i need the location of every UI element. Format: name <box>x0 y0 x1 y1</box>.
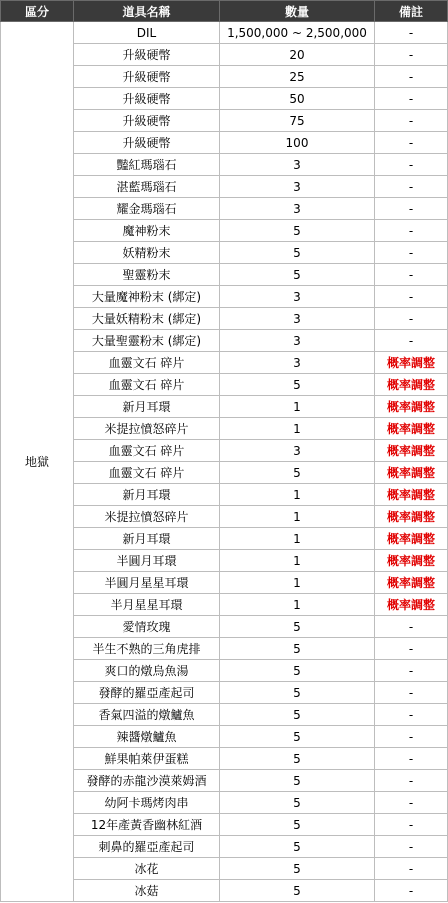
note-cell: - <box>375 132 448 154</box>
note-cell: 概率調整 <box>375 462 448 484</box>
note-cell: - <box>375 638 448 660</box>
quantity-cell: 1 <box>220 528 375 550</box>
note-cell: - <box>375 770 448 792</box>
quantity-cell: 3 <box>220 154 375 176</box>
item-name-cell: 新月耳環 <box>74 484 220 506</box>
note-cell: 概率調整 <box>375 374 448 396</box>
item-name-cell: 升級硬幣 <box>74 66 220 88</box>
note-cell: 概率調整 <box>375 352 448 374</box>
item-name-cell: 魔神粉末 <box>74 220 220 242</box>
quantity-cell: 5 <box>220 660 375 682</box>
item-name-cell: 幼阿卡瑪烤肉串 <box>74 792 220 814</box>
item-name-cell: 刺鼻的羅亞產起司 <box>74 836 220 858</box>
note-cell: - <box>375 44 448 66</box>
note-cell: - <box>375 330 448 352</box>
quantity-cell: 3 <box>220 308 375 330</box>
item-name-cell: 發酵的赤龍沙漠萊姆酒 <box>74 770 220 792</box>
note-cell: - <box>375 154 448 176</box>
item-name-cell: 妖精粉末 <box>74 242 220 264</box>
quantity-cell: 1 <box>220 572 375 594</box>
header-item-name: 道具名稱 <box>74 1 220 22</box>
item-name-cell: 12年產黃香幽林紅酒 <box>74 814 220 836</box>
quantity-cell: 5 <box>220 726 375 748</box>
note-cell: 概率調整 <box>375 572 448 594</box>
item-name-cell: 米提拉憤怒碎片 <box>74 418 220 440</box>
quantity-cell: 5 <box>220 814 375 836</box>
quantity-cell: 1 <box>220 506 375 528</box>
item-name-cell: 鮮果帕萊伊蛋糕 <box>74 748 220 770</box>
note-cell: - <box>375 682 448 704</box>
quantity-cell: 20 <box>220 44 375 66</box>
quantity-cell: 5 <box>220 836 375 858</box>
table-body <box>1 22 448 902</box>
quantity-cell: 5 <box>220 264 375 286</box>
item-name-cell: 大量魔神粉末 (綁定) <box>74 286 220 308</box>
item-name-cell: 愛情玫瑰 <box>74 616 220 638</box>
header-region: 區分 <box>1 1 74 22</box>
item-name-cell: 升級硬幣 <box>74 110 220 132</box>
item-name-cell: 香氣四溢的燉鱸魚 <box>74 704 220 726</box>
item-name-cell: 湛藍瑪瑙石 <box>74 176 220 198</box>
note-cell: - <box>375 308 448 330</box>
quantity-cell: 5 <box>220 682 375 704</box>
item-name-cell: 血靈文石 碎片 <box>74 462 220 484</box>
note-cell: - <box>375 880 448 902</box>
quantity-cell: 5 <box>220 220 375 242</box>
item-name-cell: 升級硬幣 <box>74 44 220 66</box>
note-cell: - <box>375 704 448 726</box>
note-cell: 概率調整 <box>375 594 448 616</box>
header-quantity: 數量 <box>220 1 375 22</box>
quantity-cell: 100 <box>220 132 375 154</box>
item-name-cell: 血靈文石 碎片 <box>74 374 220 396</box>
note-cell: 概率調整 <box>375 396 448 418</box>
item-name-cell: 大量妖精粉末 (綁定) <box>74 308 220 330</box>
item-name-cell: 新月耳環 <box>74 528 220 550</box>
note-cell: - <box>375 660 448 682</box>
note-cell: - <box>375 814 448 836</box>
quantity-cell: 5 <box>220 616 375 638</box>
item-name-cell: 升級硬幣 <box>74 132 220 154</box>
note-cell: - <box>375 66 448 88</box>
item-name-cell: DIL <box>74 22 220 44</box>
quantity-cell: 5 <box>220 792 375 814</box>
quantity-cell: 1 <box>220 484 375 506</box>
note-cell: - <box>375 836 448 858</box>
note-cell: 概率調整 <box>375 440 448 462</box>
quantity-cell: 5 <box>220 374 375 396</box>
note-cell: - <box>375 22 448 44</box>
quantity-cell: 5 <box>220 770 375 792</box>
item-name-cell: 豔紅瑪瑙石 <box>74 154 220 176</box>
item-name-cell: 冰菇 <box>74 880 220 902</box>
header-note: 備註 <box>375 1 448 22</box>
note-cell: - <box>375 110 448 132</box>
item-name-cell: 聖靈粉末 <box>74 264 220 286</box>
quantity-cell: 1 <box>220 418 375 440</box>
region-cell: 地獄 <box>1 22 74 902</box>
item-name-cell: 血靈文石 碎片 <box>74 352 220 374</box>
note-cell: - <box>375 858 448 880</box>
note-cell: 概率調整 <box>375 484 448 506</box>
note-cell: 概率調整 <box>375 528 448 550</box>
item-name-cell: 半月星星耳環 <box>74 594 220 616</box>
quantity-cell: 5 <box>220 858 375 880</box>
quantity-cell: 3 <box>220 198 375 220</box>
note-cell: - <box>375 242 448 264</box>
note-cell: 概率調整 <box>375 506 448 528</box>
quantity-cell: 75 <box>220 110 375 132</box>
note-cell: - <box>375 264 448 286</box>
quantity-cell: 1 <box>220 550 375 572</box>
quantity-cell: 5 <box>220 704 375 726</box>
quantity-cell: 5 <box>220 880 375 902</box>
item-name-cell: 米提拉憤怒碎片 <box>74 506 220 528</box>
item-name-cell: 半圓月耳環 <box>74 550 220 572</box>
quantity-cell: 5 <box>220 638 375 660</box>
quantity-cell: 5 <box>220 462 375 484</box>
item-name-cell: 辣醬燉鱸魚 <box>74 726 220 748</box>
note-cell: 概率調整 <box>375 550 448 572</box>
note-cell: - <box>375 792 448 814</box>
note-cell: - <box>375 616 448 638</box>
item-name-cell: 發酵的羅亞產起司 <box>74 682 220 704</box>
quantity-cell: 3 <box>220 352 375 374</box>
item-name-cell: 耀金瑪瑙石 <box>74 198 220 220</box>
item-name-cell: 爽口的燉烏魚湯 <box>74 660 220 682</box>
quantity-cell: 3 <box>220 286 375 308</box>
note-cell: - <box>375 88 448 110</box>
item-name-cell: 血靈文石 碎片 <box>74 440 220 462</box>
item-name-cell: 新月耳環 <box>74 396 220 418</box>
item-name-cell: 冰花 <box>74 858 220 880</box>
item-name-cell: 半圓月星星耳環 <box>74 572 220 594</box>
note-cell: - <box>375 198 448 220</box>
item-name-cell: 升級硬幣 <box>74 88 220 110</box>
note-cell: 概率調整 <box>375 418 448 440</box>
quantity-cell: 25 <box>220 66 375 88</box>
note-cell: - <box>375 748 448 770</box>
note-cell: - <box>375 220 448 242</box>
quantity-cell: 1 <box>220 594 375 616</box>
note-cell: - <box>375 726 448 748</box>
quantity-cell: 5 <box>220 242 375 264</box>
quantity-cell: 50 <box>220 88 375 110</box>
quantity-cell: 5 <box>220 748 375 770</box>
note-cell: - <box>375 176 448 198</box>
item-name-cell: 半生不熟的三角虎排 <box>74 638 220 660</box>
quantity-cell: 3 <box>220 440 375 462</box>
quantity-cell: 1,500,000 ~ 2,500,000 <box>220 22 375 44</box>
quantity-cell: 1 <box>220 396 375 418</box>
quantity-cell: 3 <box>220 330 375 352</box>
table-row <box>1 22 448 44</box>
header-row <box>1 1 448 22</box>
item-name-cell: 大量聖靈粉末 (綁定) <box>74 330 220 352</box>
quantity-cell: 3 <box>220 176 375 198</box>
note-cell: - <box>375 286 448 308</box>
